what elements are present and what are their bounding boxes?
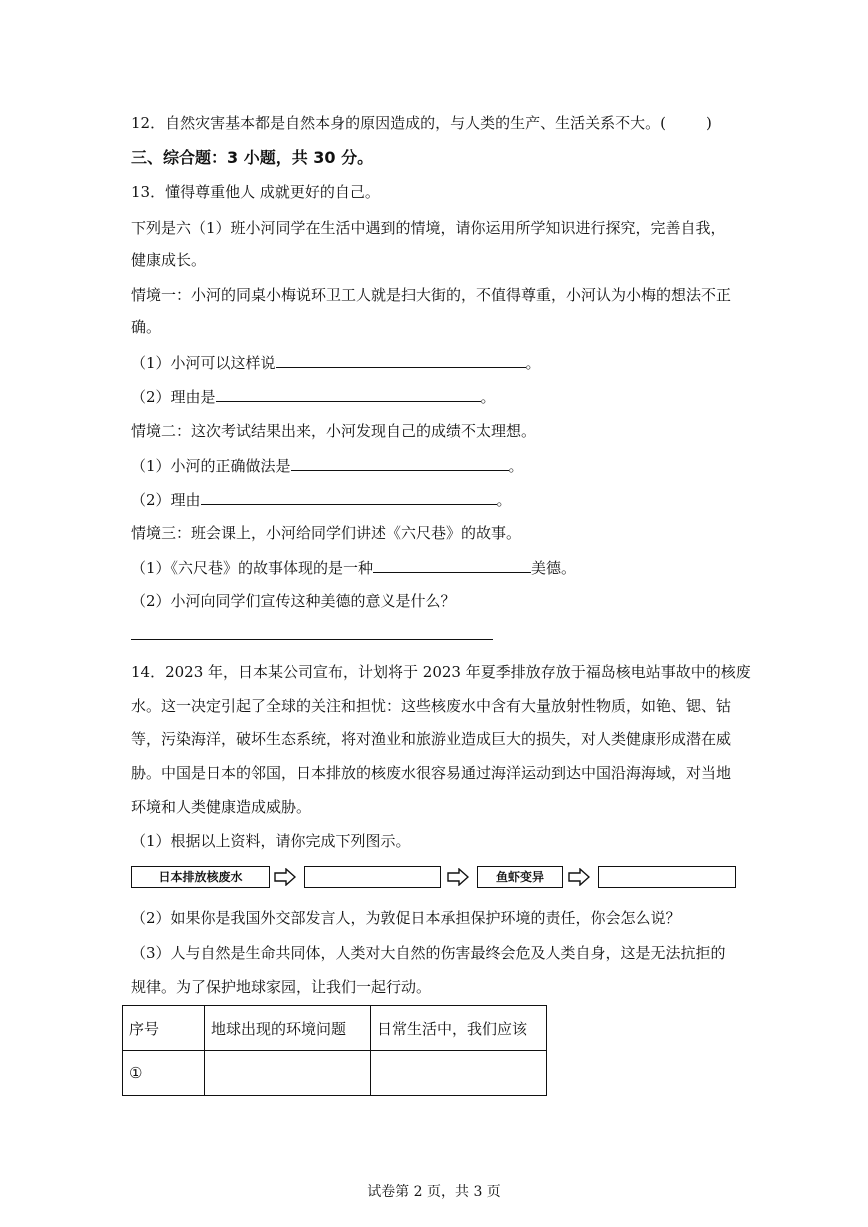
right-arrow-icon — [274, 868, 296, 886]
period: 。 — [496, 491, 512, 509]
environment-table — [122, 1005, 547, 1096]
scenario-1-question-1 — [131, 352, 541, 373]
scenario-2-question-1 — [131, 455, 524, 476]
question-14-part-1: （1）根据以上资料，请你完成下列图示。 — [131, 832, 411, 850]
period: 。 — [508, 457, 524, 475]
scenario-1-question-2-label: （2）理由是 — [131, 388, 216, 406]
scenario-2-question-1-label: （1）小河的正确做法是 — [131, 457, 291, 475]
table-cell-answer[interactable] — [205, 1051, 371, 1096]
table-cell-answer[interactable] — [371, 1051, 547, 1096]
scenario-1-line-1: 情境一：小河的同桌小梅说环卫工人就是扫大街的，不值得尊重，小河认为小梅的想法不正 — [131, 286, 732, 304]
answer-blank[interactable] — [216, 386, 481, 402]
question-14-part-3-line-2: 规律。为了保护地球家园，让我们一起行动。 — [131, 978, 432, 996]
question-12-text: 12．自然灾害基本都是自然本身的原因造成的，与人类的生产、生活关系不大。( — [131, 114, 666, 132]
period: 。 — [525, 354, 541, 372]
question-14-line-2: 水。这一决定引起了全球的关注和担忧：这些核废水中含有大量放射性物质，如铯、锶、钴 — [131, 697, 732, 715]
question-12-close-paren: ) — [705, 114, 712, 132]
section-heading: 三、综合题：3 小题，共 30 分。 — [131, 148, 374, 167]
scenario-2: 情境二：这次考试结果出来，小河发现自己的成绩不太理想。 — [131, 422, 537, 440]
page-footer: 试卷第 2 页，共 3 页 — [367, 1184, 501, 1200]
flow-box-blank-1[interactable] — [304, 866, 441, 888]
table-cell-number: ① — [123, 1051, 205, 1096]
scenario-3-question-2: （2）小河向同学们宣传这种美德的意义是什么？ — [131, 592, 456, 610]
right-arrow-icon — [568, 868, 590, 886]
scenario-3-question-1-suffix: 美德。 — [531, 559, 577, 577]
table-header-cell: 地球出现的环境问题 — [205, 1006, 371, 1051]
scenario-1-question-2 — [131, 386, 496, 407]
scenario-2-question-2 — [131, 489, 512, 510]
answer-blank[interactable] — [201, 489, 497, 505]
question-12 — [131, 113, 712, 133]
scenario-2-question-2-label: （2）理由 — [131, 491, 201, 509]
question-14-line-1: 14．2023 年，日本某公司宣布，计划将于 2023 年夏季排放存放于福岛核电站事故中的核废 — [131, 663, 751, 681]
question-13-intro-line-2: 健康成长。 — [131, 251, 207, 269]
table-header-row — [123, 1006, 547, 1051]
question-14-part-3-line-1: （3）人与自然是生命共同体，人类对大自然的伤害最终会危及人类自身，这是无法抗拒的 — [131, 944, 726, 962]
flow-box-japan-discharge: 日本排放核废水 — [131, 866, 270, 888]
scenario-1-line-2: 确。 — [131, 318, 162, 336]
right-arrow-icon — [447, 868, 469, 886]
question-14-line-4: 胁。中国是日本的邻国，日本排放的核废水很容易通过海洋运动到达中国沿海海域，对当地 — [131, 764, 732, 782]
scenario-3-question-1-label: （1）《六尺巷》的故事体现的是一种 — [131, 559, 374, 577]
answer-line[interactable] — [131, 639, 493, 640]
scenario-1-question-1-label: （1）小河可以这样说 — [131, 354, 276, 372]
period: 。 — [480, 388, 496, 406]
table-row — [123, 1051, 547, 1096]
question-14-line-5: 环境和人类健康造成威胁。 — [131, 798, 312, 816]
scenario-3: 情境三：班会课上，小河给同学们讲述《六尺巷》的故事。 — [131, 524, 522, 542]
table-header-cell: 序号 — [123, 1006, 205, 1051]
question-14-line-3: 等，污染海洋，破坏生态系统，将对渔业和旅游业造成巨大的损失，对人类健康形成潜在威 — [131, 730, 732, 748]
question-14-part-2: （2）如果你是我国外交部发言人，为敦促日本承担保护环境的责任，你会怎么说？ — [131, 909, 681, 927]
answer-blank[interactable] — [291, 455, 509, 471]
flow-box-blank-2[interactable] — [598, 866, 736, 888]
question-13-intro-line-1: 下列是六（1）班小河同学在生活中遇到的情境，请你运用所学知识进行探究，完善自我， — [131, 219, 726, 237]
question-13-title: 13．懂得尊重他人 成就更好的自己。 — [131, 183, 380, 201]
table-header-cell: 日常生活中，我们应该 — [371, 1006, 547, 1051]
answer-blank[interactable] — [276, 352, 526, 368]
flow-box-fish-mutation: 鱼虾变异 — [477, 866, 563, 888]
scenario-3-question-1 — [131, 557, 576, 578]
answer-blank[interactable] — [373, 557, 531, 573]
